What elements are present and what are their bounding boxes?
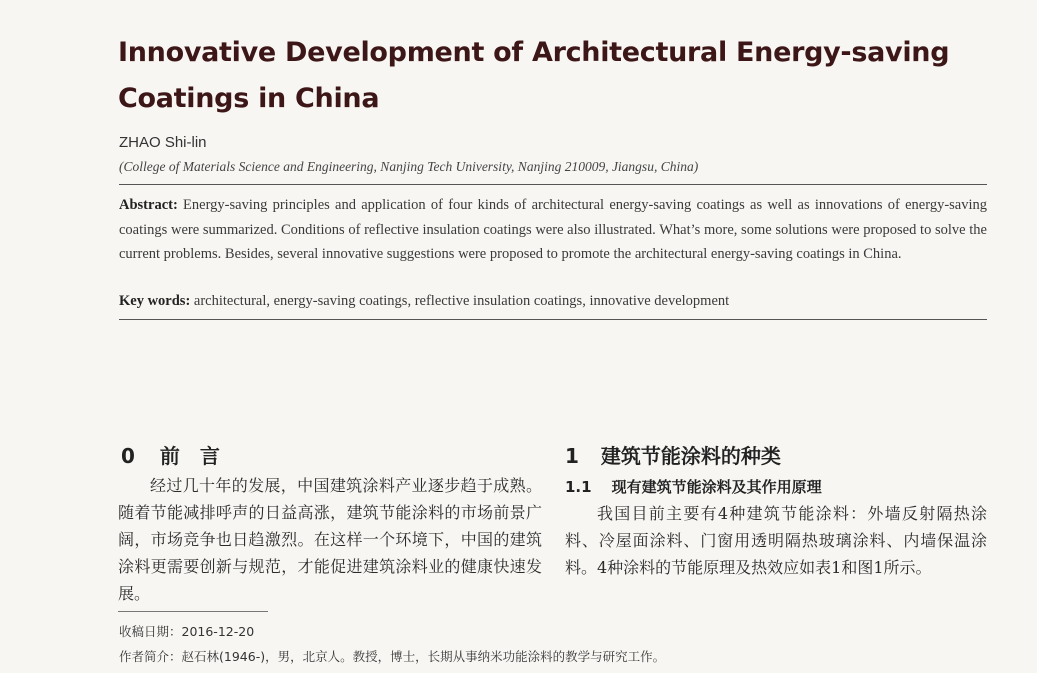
abstract (119, 193, 987, 267)
subsection-1-1-heading (565, 476, 822, 497)
abstract-text: Energy-saving principles and application of four kinds of architectural energy-saving coatings as well as innovations of energy-saving coatings were summarized. Conditions of reflective insulation coatings were also illustrated. What’s more, some solutions were proposed to solve the current problems. Besides, several innovative suggestions were proposed to promote the architectural energy-saving coatings in China. (119, 197, 987, 262)
section-0-title: 前言 (159, 444, 240, 468)
section-0-heading (121, 440, 240, 469)
section-1-number: 1 (565, 444, 579, 468)
subsection-1-1-title: 现有建筑节能涂料及其作用原理 (611, 478, 822, 496)
author-name: ZHAO Shi-lin (119, 134, 207, 151)
divider-bottom (119, 319, 987, 320)
divider-top (119, 184, 987, 185)
section-0-number: 0 (121, 444, 136, 468)
keywords-label: Key words: (119, 293, 191, 309)
section-0-body: 经过几十年的发展，中国建筑涂料产业逐步趋于成熟。随着节能减排呼声的日益高涨，建筑节能涂料的市场前景广阔，市场竞争也日趋激烈。在这样一个环境下，中国的建筑涂料更需要创新与规范，才能促进建筑涂料业的健康快速发展。 (118, 476, 542, 603)
abstract-label: Abstract: (119, 197, 178, 213)
subsection-1-1-number: 1.1 (565, 478, 592, 496)
keywords-text: architectural, energy-saving coatings, reflective insulation coatings, innovative development (193, 293, 730, 309)
section-1-title: 建筑节能涂料的种类 (600, 444, 781, 468)
paper-title: Innovative Development of Architectural Energy-saving Coatings in China (118, 37, 950, 114)
footnote-divider (118, 611, 268, 612)
footnote-received-date: 收稿日期：2016-12-20 (119, 624, 255, 639)
footnote-author-bio: 作者简介：赵石林(1946-)，男，北京人。教授，博士，长期从事纳米功能涂料的教学与研究工作。 (119, 649, 666, 664)
section-1-heading (565, 440, 781, 469)
author-affiliation: (College of Materials Science and Engineering, Nanjing Tech University, Nanjing 210009, Jiangsu, China) (119, 159, 699, 174)
keywords (119, 290, 987, 312)
section-1-body: 我国目前主要有4种建筑节能涂料：外墙反射隔热涂料、冷屋面涂料、门窗用透明隔热玻璃涂料、内墙保温涂料。4种涂料的节能原理及热效应如表1和图1所示。 (565, 504, 987, 577)
